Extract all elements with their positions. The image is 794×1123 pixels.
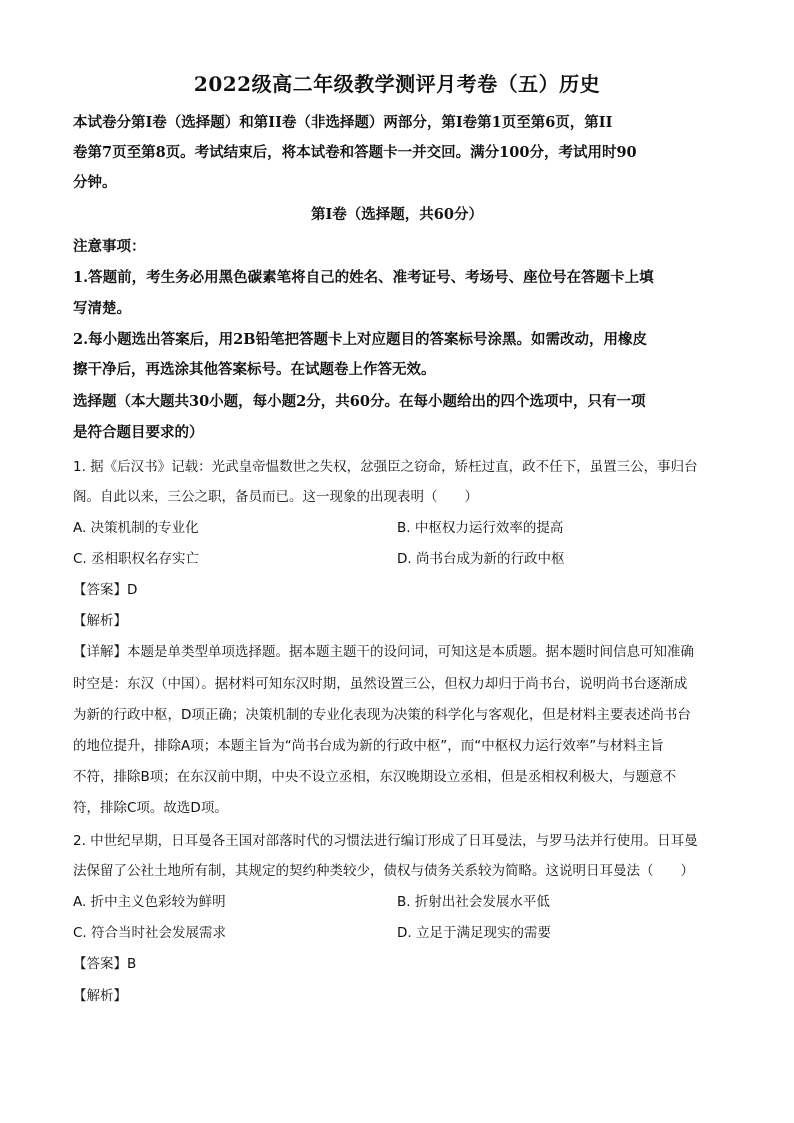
q1-stem-line-1: 1. 据《后汉书》记载：光武皇帝愠数世之失权，忿强臣之窃命，矫枉过直，政不任下，虽置三公，事归台: [73, 459, 698, 475]
notice-item-1-line-1: 1.答题前，考生务必用黑色碳素笔将自己的姓名、准考证号、考场号、座位号在答题卡上填: [73, 269, 654, 286]
q1-option-a: A. 决策机制的专业化: [73, 520, 199, 536]
q1-option-c: C. 丞相职权名存实亡: [73, 551, 200, 567]
q1-detail-line-2: 时空是：东汉（中国）。据材料可知东汉时期，虽然设置三公，但权力却归于尚书台，说明尚书台逐渐成: [73, 676, 688, 692]
notice-item-2-line-2: 擦干净后，再选涂其他答案标号。在试题卷上作答无效。: [73, 361, 436, 378]
q1-option-d: D. 尚书台成为新的行政中枢: [397, 551, 565, 567]
q1-detail-line-4: 的地位提升，排除A项；本题主旨为“尚书台成为新的行政中枢”，而“中枢权力运行效率”与材料主旨: [73, 738, 664, 754]
q2-analysis-label: 【解析】: [73, 988, 127, 1004]
q1-detail-line-5: 不符，排除B项；在东汉前中期，中央不设立丞相，东汉晚期设立丞相，但是丞相权利极大，与题意不: [73, 769, 677, 785]
section-heading: 第Ⅰ卷（选择题，共60分）: [311, 206, 483, 223]
q2-option-c: C. 符合当时社会发展需求: [73, 925, 227, 941]
intro-line-2: 卷第7页至第8页。考试结束后，将本试卷和答题卡一并交回。满分100分，考试用时90: [73, 144, 637, 161]
q2-stem-line-2: 法保留了公社土地所有制，其规定的契约种类较少，债权与债务关系较为简略。这说明日耳曼法（ ）: [73, 863, 694, 879]
q2-stem-line-1: 2. 中世纪早期，日耳曼各王国对部落时代的习惯法进行编订形成了日耳曼法，与罗马法并行使用。日耳曼: [73, 833, 698, 849]
q1-stem-line-2: 阁。自此以来，三公之职，备员而已。这一现象的出现表明（ ）: [73, 489, 478, 505]
q2-option-d: D. 立足于满足现实的需要: [397, 925, 551, 941]
instructions-line-2: 是符合题目要求的）: [73, 424, 204, 441]
q2-option-a: A. 折中主义色彩较为鲜明: [73, 894, 226, 910]
q1-option-b: B. 中枢权力运行效率的提高: [397, 520, 564, 536]
q2-answer: 【答案】B: [73, 956, 137, 972]
intro-line-3: 分钟。: [73, 174, 117, 191]
q1-analysis-label: 【解析】: [73, 613, 127, 629]
notice-item-2-line-1: 2.每小题选出答案后，用2B铅笔把答题卡上对应题目的答案标号涂黑。如需改动，用橡皮: [73, 331, 647, 348]
intro-line-1: 本试卷分第Ⅰ卷（选择题）和第II卷（非选择题）两部分，第Ⅰ卷第1页至第6页，第II: [73, 114, 613, 131]
page-title: 2022级高二年级教学测评月考卷（五）历史: [193, 72, 601, 96]
q1-detail-line-1: 【详解】本题是单类型单项选择题。据本题主题干的设问词，可知这是本质题。据本题时间信息可知准确: [73, 644, 694, 660]
instructions-line-1: 选择题（本大题共30小题，每小题2分，共60分。在每小题给出的四个选项中，只有一项: [73, 393, 646, 410]
notice-heading: 注意事项：: [73, 238, 146, 255]
q1-answer: 【答案】D: [73, 582, 138, 598]
q1-detail-line-3: 为新的行政中枢，D项正确；决策机制的专业化表现为决策的科学化与客观化，但是材料主要表述尚书台: [73, 707, 691, 723]
notice-item-1-line-2: 写清楚。: [73, 300, 131, 317]
q2-option-b: B. 折射出社会发展水平低: [397, 894, 550, 910]
q1-detail-line-6: 符，排除C项。故选D项。: [73, 800, 228, 816]
